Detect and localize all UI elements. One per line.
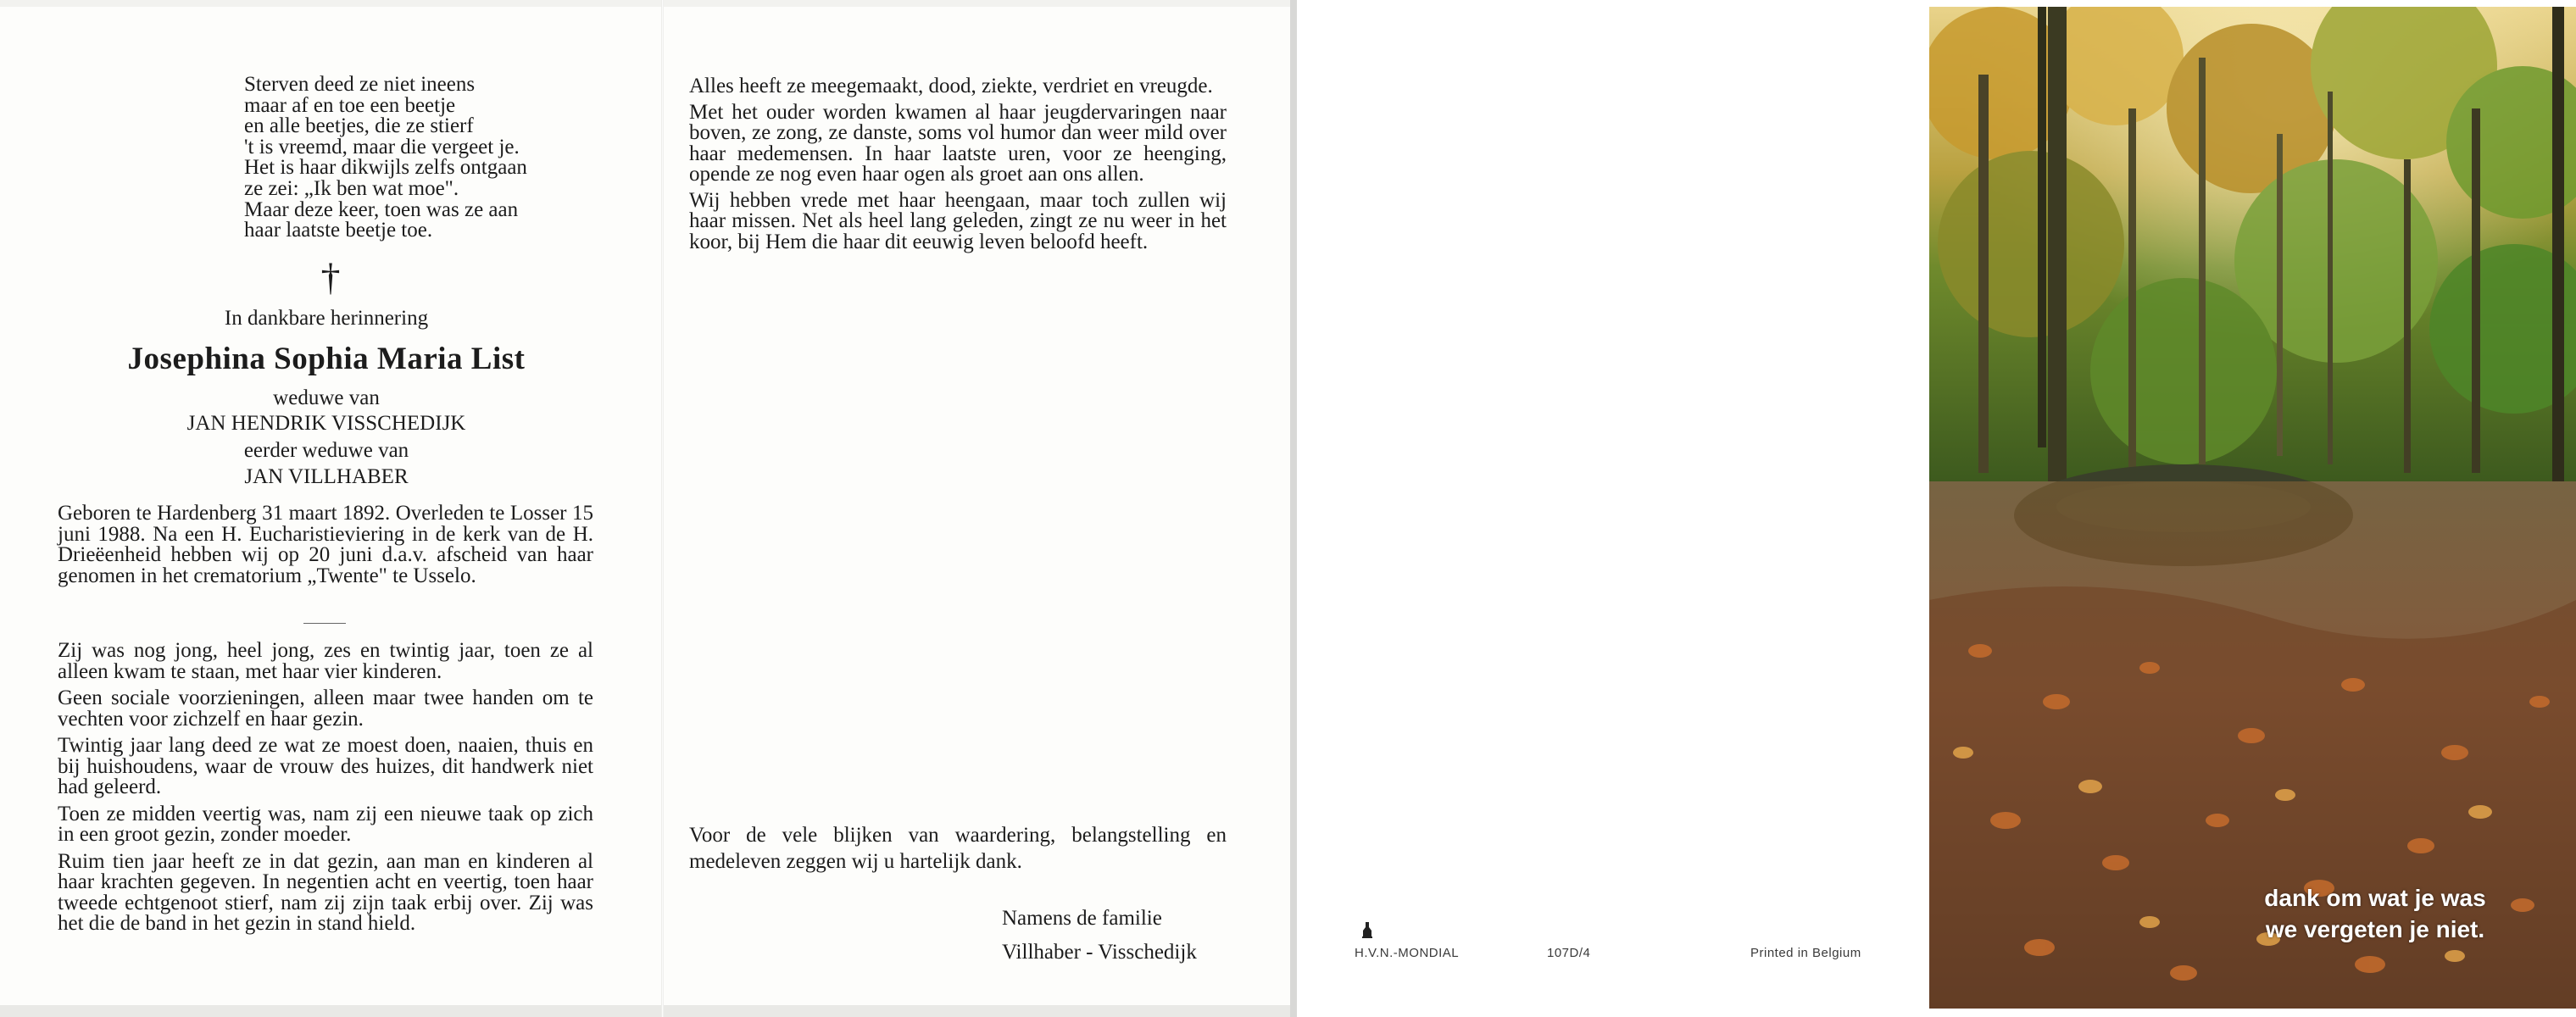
thank-you-note: [689, 822, 1227, 878]
cross-icon: †: [320, 255, 341, 298]
printed-in-label: Printed in Belgium: [1750, 946, 1861, 960]
poem: Sterven deed ze niet ineens maar af en toe een beetje en alle beetjes, die ze stierf 't is vreemd, maar die vergeet je. Het is haar dikwijls zelfs ontgaan ze zei: „Ik ben wat moe". Maar deze keer, toen was ze aan haar laatste beetje toe.: [244, 73, 527, 242]
bio-paragraph: Toen ze midden veertig was, nam zij een nieuwe taak op zich in een groot gezin, zonder moeder.: [58, 802, 593, 846]
widow-of-label: weduwe van: [273, 386, 380, 409]
memory-line: In dankbare herinnering: [224, 307, 429, 330]
caption-line-1: dank om wat je was: [2264, 885, 2486, 911]
bio-paragraph: Zij was nog jong, heel jong, zes en twintig jaar, toen ze al alleen kwam te staan, met haar vier kinderen.: [58, 639, 593, 683]
photo-caption: [2248, 882, 2502, 945]
spread-gap: [1290, 0, 1297, 1017]
card-fold: [661, 0, 664, 1017]
col2-paragraph: Wij hebben vrede met haar heengaan, maar toch zullen wij haar missen. Net als heel lang geleden, zingt ze nu weer in het koor, bij Hem die haar dit eeuwig leven beloofd heeft.: [689, 188, 1227, 253]
col2-paragraph: Met het ouder worden kwamen al haar jeugdervaringen naar boven, ze zong, ze danste, soms vol humor dan weer mild over haar medemensen. In haar laatste uren, voor ze heenging, opende ze nog even haar ogen als groet aan ons allen.: [689, 100, 1227, 186]
thank-you-text: Voor de vele blijken van waardering, belangstelling en medeleven zeggen wij u hartelijk dank.: [689, 824, 1227, 873]
publisher-imprint: H.V.N.-MONDIAL: [1355, 946, 1460, 960]
family-signature: [1002, 902, 1231, 970]
husband-name: JAN HENDRIK VISSCHEDIJK: [186, 412, 466, 435]
second-column: [689, 76, 1227, 258]
forest-illustration: [1929, 7, 2576, 1009]
autumn-forest-photo: [1929, 7, 2576, 1009]
bio-paragraph: Geen sociale voorzieningen, alleen maar twee handen om te vechten voor zichzelf en haar gezin.: [58, 686, 593, 731]
first-husband-name: JAN VILLHABER: [244, 465, 409, 488]
publisher-logo-icon: [1361, 920, 1373, 939]
biography: [58, 641, 593, 941]
card-code: 107D/4: [1547, 946, 1591, 960]
bio-paragraph: Ruim tien jaar heeft ze in dat gezin, aan man en kinderen al haar krachten gegeven. In negentien acht en veertig, toen haar tweede echtgenoot stierf, nam zij zijn taak erbij over. Zij was het die de band in het gezin in stand hield.: [58, 849, 593, 935]
divider: [303, 623, 346, 624]
on-behalf-label: Namens de familie: [1002, 907, 1162, 930]
birth-death-text: Geboren te Hardenberg 31 maart 1892. Overleden te Losser 15 juni 1988. Na een H. Eucharistieviering in de kerk van de H. Drieëenheid hebben wij op 20 juni d.a.v. afscheid van haar genomen in het crematorium „Twente" te Usselo.: [58, 502, 593, 587]
caption-line-2: we vergeten je niet.: [2265, 916, 2485, 942]
bio-paragraph: Twintig jaar lang deed ze wat ze moest doen, naaien, thuis en bij huishoudens, waar de vrouw des huizes, dit handwerk niet had geleerd.: [58, 734, 593, 798]
family-name: Villhaber - Visschedijk: [1002, 941, 1197, 964]
col2-paragraph: Alles heeft ze meegemaakt, dood, ziekte, verdriet en vreugde.: [689, 75, 1213, 97]
deceased-name: Josephina Sophia Maria List: [127, 342, 526, 376]
earlier-widow-of-label: eerder weduwe van: [243, 439, 409, 462]
birth-death-paragraph: [58, 503, 593, 590]
